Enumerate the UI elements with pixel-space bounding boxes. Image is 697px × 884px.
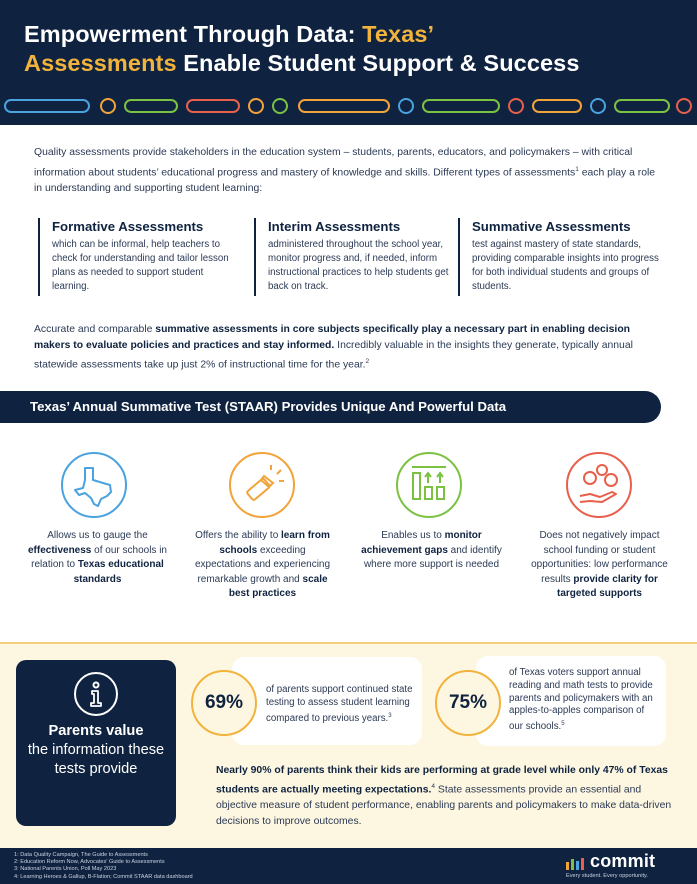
footnote-ref: 4 [431,782,436,790]
stat-value: 69% [204,692,244,713]
footnote: 2: Education Reform Now, Advocates' Guide to Assessments [14,859,165,866]
page-title [24,20,684,78]
assessment-interim [254,218,454,296]
decorative-dot [100,98,116,114]
logo-tagline: Every student. Every opportunity. [566,873,648,879]
parents-title: Parents value [48,723,144,739]
decorative-pill [422,99,500,113]
decorative-pill [4,99,90,113]
feature-bold-text: scale best practices [228,573,328,599]
footnote-ref: 5 [561,721,565,728]
feature-bold-text: Texas educational standards [73,559,164,585]
stat-text: of parents support continued state testing to assess student learning compared to previous years. [266,684,413,724]
assessment-title: Formative Assessments [52,219,204,234]
feature-bold-text: monitor achievement gaps [361,530,482,556]
decorative-dot [590,98,606,114]
intro-text: Quality assessments provide stakeholders in the education system – students, parents, educators, and policymakers – with critical information about students’ educational progress and mastery of knowledge and skills. Different types of assessments [34,147,633,178]
title-highlight-2: Assessments [24,50,177,76]
stat-text-75 [509,667,659,734]
staar-section-heading [0,391,661,423]
staar-heading-text: Texas’ Annual Summative Test (STAAR) Provides Unique And Powerful Data [30,399,507,414]
parents-subtitle: the information these tests provide [27,742,165,777]
assessment-title: Summative Assessments [472,219,631,234]
footnotes [14,852,334,881]
decorative-dot [508,98,524,114]
decorative-pill-row [4,96,694,116]
footnote: 1: Data Quality Campaign, The Guide to Assessments [14,852,148,858]
footnote-ref: 1 [575,165,579,173]
assessment-summative [458,218,663,296]
footer [0,848,697,884]
decorative-pill [186,99,240,113]
stat-value: 75% [448,692,488,713]
feature-text: exceeding expectations and experiencing remarkable growth and [194,544,331,585]
decorative-pill [614,99,670,113]
intro-text-cont: each play a role in understanding and supporting student learning: [34,166,656,195]
parents-expectations-paragraph [216,763,676,830]
decorative-dot [398,98,414,114]
info-icon [74,672,118,716]
feature-text-effectiveness [25,529,170,587]
assessment-formative [38,218,238,296]
stat-text: of Texas voters support annual reading and math tests to provide parents and policymakers with an apples-to-apples comparison of our schools. [509,667,653,733]
summative-text: Accurate and comparable [34,324,156,335]
footnote: 3: National Parents Union, Poll May 2023 [14,866,117,873]
feature-bold-text: effectiveness [28,544,92,556]
feature-text-gaps [359,529,504,573]
logo-text: commit [590,851,656,871]
decorative-pill [532,99,582,113]
stat-text-69 [266,684,414,726]
intro-paragraph [34,145,664,198]
title-highlight-1: Texas’ [362,21,435,47]
feature-text: Does not negatively impact school funding or student opportunities: low performance results [531,530,668,585]
assessment-description: administered throughout the school year, monitor progress and, if needed, inform instructional practices to help students get back on track. [268,239,449,292]
texas-map-icon [61,452,127,518]
feature-text: Offers the ability to [195,530,282,541]
title-part-2: Enable Student Support & Success [176,50,580,76]
decorative-dot [248,98,264,114]
stat-value-circle [435,670,501,736]
summative-bold-text: summative assessments in core subjects specifically play a necessary part in enabling decision makers to evaluate policies and practices and stay informed. [34,324,631,351]
expectations-bold-text: Nearly 90% of parents think their kids are performing at grade level while only 47% of Texas students are actually meeting expectations. [216,765,668,796]
decorative-pill [298,99,390,113]
feature-bold-text: provide clarity for targeted supports [556,573,658,599]
logo-bars-icon [566,856,588,870]
feature-bold-text: learn from schools [219,530,330,556]
footnote: 4: Learning Heroes & Gallup, B-Flation; Commit STAAR data dashboard [14,873,193,880]
achievement-gap-chart-icon [396,452,462,518]
decorative-dot [272,98,288,114]
assessment-title: Interim Assessments [268,219,401,234]
footnote-ref: 3 [388,712,392,719]
parents-callout-card [16,660,176,826]
title-part-1: Empowerment Through Data: [24,21,363,47]
assessment-description: test against mastery of state standards, providing comparable insights into progress for both individual students and groups of students. [472,239,659,292]
summative-paragraph [34,322,664,373]
flashlight-icon [229,452,295,518]
funding-hand-icon [566,452,632,518]
feature-text: and identify where more support is needed [363,544,502,570]
feature-text: Allows us to gauge the [47,530,148,541]
feature-text-learn [190,529,335,602]
expectations-text: State assessments provide an essential and objective measure of student performance, enabling parents and policymakers to make data-driven decisions to improve outcomes. [216,784,672,827]
feature-text: Enables us to [381,530,445,541]
feature-text-funding [527,529,672,602]
header-banner [0,0,697,125]
feature-text: of our schools in relation to [31,544,167,570]
stat-value-circle [191,670,257,736]
assessment-types [38,218,668,298]
decorative-pill [124,99,178,113]
assessment-description: which can be informal, help teachers to check for understanding and tailor lesson plans as needed to support student learning. [52,239,229,292]
footnote-ref: 2 [365,358,370,365]
decorative-dot [676,98,692,114]
summative-text-cont: Incredibly valuable in the insights they generate, typically annual statewide assessments take up just 2% of instructional time for the year. [34,340,633,371]
